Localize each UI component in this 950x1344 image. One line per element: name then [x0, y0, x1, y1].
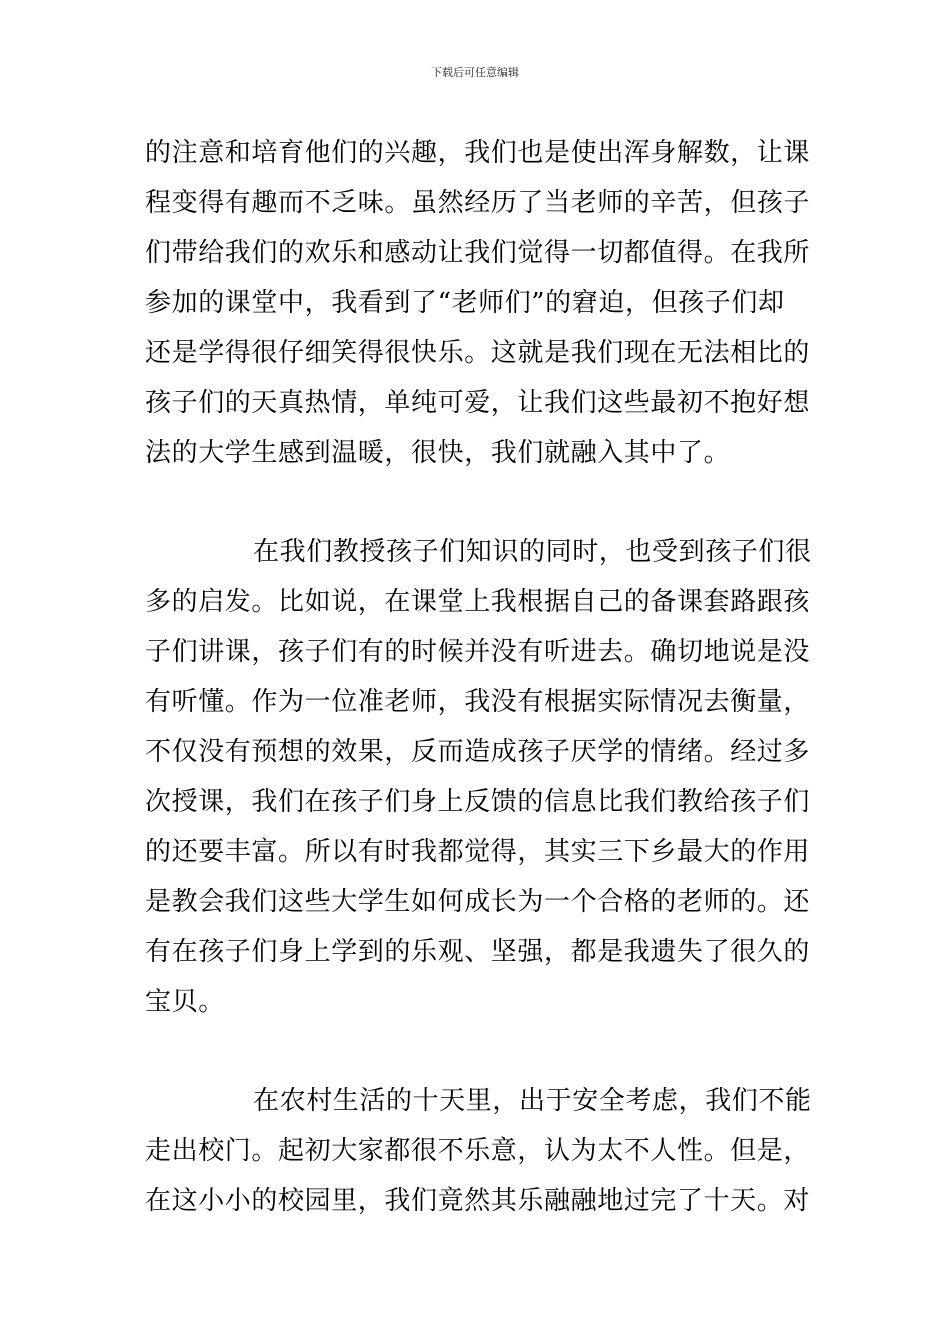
text-line: 还是学得很仔细笑得很快乐。这就是我们现在无法相比的: [145, 338, 811, 368]
text-line: 法的大学生感到温暖，很快，我们就融入其中了。: [145, 438, 731, 468]
document-body: [145, 128, 810, 1226]
text-line: 不仅没有预想的效果，反而造成孩子厌学的情绪。经过多: [145, 737, 811, 767]
text-line: 有听懂。作为一位准老师，我没有根据实际情况去衡量，: [145, 687, 811, 717]
text-line: 的注意和培育他们的兴趣，我们也是使出浑身解数，让课: [145, 138, 811, 168]
text-line: 宝贝。: [145, 987, 225, 1017]
paragraph-gap: [145, 478, 810, 527]
text-line: 走出校门。起初大家都很不乐意，认为太不人性。但是，: [145, 1136, 811, 1166]
page-header: 下载后可任意编辑: [431, 66, 519, 79]
paragraph-2: [145, 527, 810, 1027]
text-line: 子们讲课，孩子们有的时候并没有听进去。确切地说是没: [145, 637, 811, 667]
text-line: 在我们教授孩子们知识的同时，也受到孩子们很: [253, 537, 812, 567]
text-line: 在这小小的校园里，我们竟然其乐融融地过完了十天。对: [145, 1186, 811, 1216]
text-line: 参加的课堂中，我看到了“老师们”的窘迫，但孩子们却: [145, 288, 785, 318]
text-line: 孩子们的天真热情，单纯可爱，让我们这些最初不抱好想: [145, 388, 811, 418]
text-line: 是教会我们这些大学生如何成长为一个合格的老师的。还: [145, 887, 811, 917]
paragraph-gap: [145, 1027, 810, 1076]
text-line: 多的启发。比如说，在课堂上我根据自己的备课套路跟孩: [145, 587, 811, 617]
text-line: 在农村生活的十天里，出于安全考虑，我们不能: [253, 1086, 812, 1116]
text-line: 程变得有趣而不乏味。虽然经历了当老师的辛苦，但孩子: [145, 188, 811, 218]
paragraph-3: [145, 1076, 810, 1226]
text-line: 们带给我们的欢乐和感动让我们觉得一切都值得。在我所: [145, 238, 811, 268]
text-line: 次授课，我们在孩子们身上反馈的信息比我们教给孩子们: [145, 787, 811, 817]
text-line: 有在孩子们身上学到的乐观、坚强，都是我遗失了很久的: [145, 937, 811, 967]
paragraph-1: [145, 128, 810, 478]
text-line: 的还要丰富。所以有时我都觉得，其实三下乡最大的作用: [145, 837, 811, 867]
